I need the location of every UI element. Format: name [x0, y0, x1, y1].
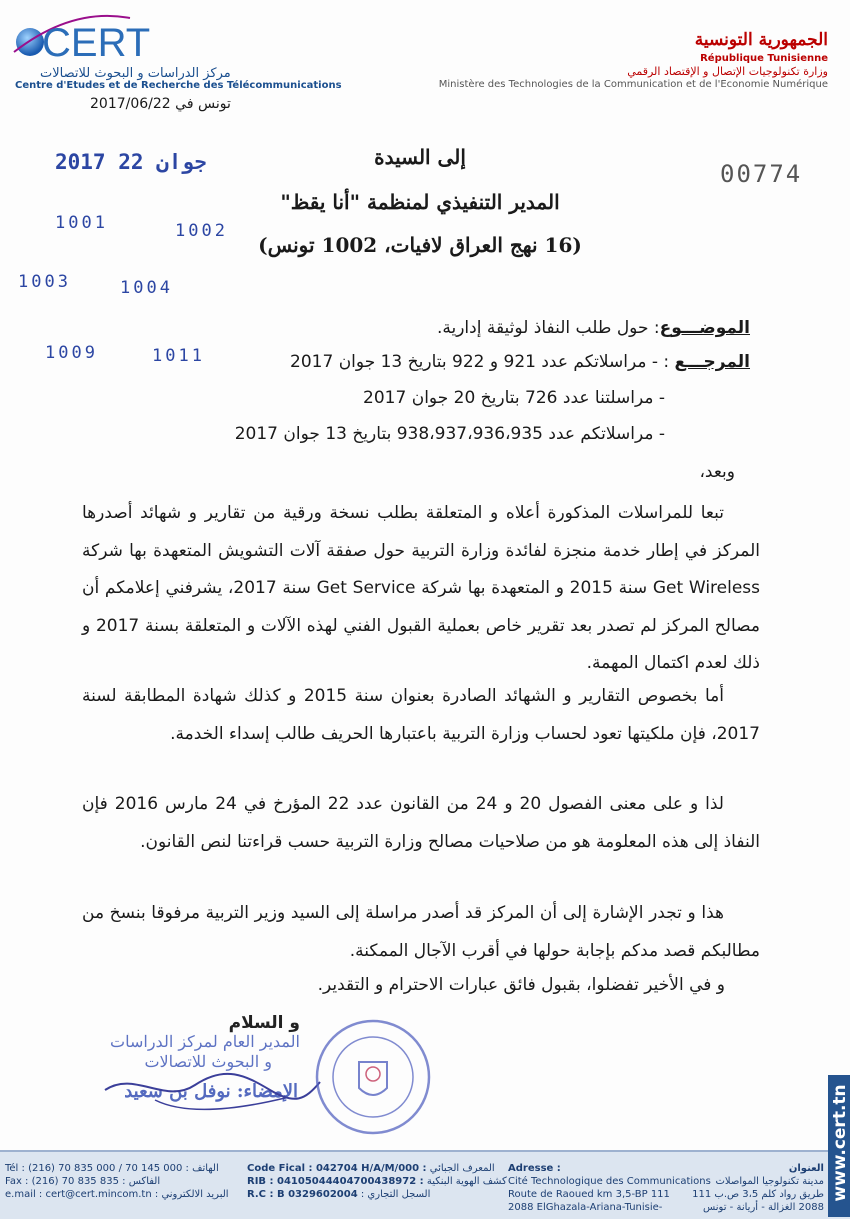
org-name-ar: مركز الدراسات و البحوث للاتصالات [40, 66, 231, 81]
signature-title: المدير العام لمركز الدراسات [110, 1032, 300, 1051]
website-link[interactable]: www.cert.tn [830, 1084, 850, 1202]
footer-address-ar-label: العنوان [788, 1163, 824, 1174]
stamp-code: 1011 [152, 346, 205, 366]
date-stamp: 2017 جوان 22 [55, 150, 207, 174]
footer-rib: RIB : 04105044404700438972 : كشف الهوية البنكية [247, 1176, 507, 1187]
reference-item: - مراسلاتكم عدد 938،937،936،935 بتاريخ 13 جوان 2017 [234, 424, 665, 444]
body-paragraph: أما بخصوص التقارير و الشهائد الصادرة بعنوان سنة 2015 و كذلك شهادة المطابقة لسنة 2017، فإن ملكيتها تعود لحساب وزارة التربية باعتبارها الحريف طالب إسداء الخدمة. [82, 686, 760, 744]
addressee-line-2: المدير التنفيذي لمنظمة "أنا يقظ" [280, 190, 560, 214]
place-date: تونس في 2017/06/22 [90, 96, 231, 112]
footer-fax: Fax : (216) 70 835 835 : الفاكس [5, 1176, 161, 1187]
footer-address-line: Route de Raoued km 3,5-BP 111 [508, 1189, 670, 1200]
body-paragraph: تبعا للمراسلات المذكورة أعلاه و المتعلقة بطلب نسخة ورقية من تقارير و شهائد أصدرها المركز في إطار خدمة منجزة لفائدة وزارة التربية حول صفقة آلات التشويش المتعهدة بها شركة Get Wireless سنة 2015 و المتعهدة بها شركة Get Service سنة 2017، يشرفني إعلامكم أن مصالح المركز لم تصدر بعد تقرير خاص بعملية القبول الفني لهذه الآلات و المتعلقة بسنة 2017 و ذلك لعدم اكتمال المهمة. [82, 503, 761, 673]
footer-address-ar-line: 2088 الغزالة - أريانة - تونس [703, 1202, 824, 1213]
stamp-code: 1003 [18, 272, 71, 292]
footer-address-line: Cité Technologique des Communications [508, 1176, 711, 1187]
cert-logo [12, 12, 151, 67]
salutation: و السلام [228, 1013, 300, 1033]
subject-label: الموضـــوع [659, 318, 750, 338]
footer-address-ar-line: طريق رواد كلم 3،5 ص.ب 111 [692, 1189, 824, 1200]
addressee-line-1: إلى السيدة [374, 145, 466, 169]
stamp-code: 1004 [120, 278, 173, 298]
official-seal [314, 1018, 432, 1136]
footer-address-label: Adresse : [508, 1163, 561, 1174]
org-name-fr: Centre d'Etudes et de Recherche des Télécommunications [15, 80, 342, 91]
reference-line [290, 352, 750, 372]
subject-line [437, 318, 750, 338]
republic-fr: République Tunisienne [700, 53, 828, 64]
ministry-ar: وزارة تكنولوجيات الإتصال و الإقتصاد الرقمي [627, 65, 828, 78]
reference-item: : - مراسلاتكم عدد 921 و 922 بتاريخ 13 جوان 2017 [290, 352, 670, 372]
stamp-code: 1002 [175, 221, 228, 241]
stamp-code: 1009 [45, 343, 98, 363]
body-paragraph: هذا و تجدر الإشارة إلى أن المركز قد أصدر مراسلة إلى السيد وزير التربية مرفوقا بنسخ من مطالبكم قصد مدكم بإجابة حولها في أقرب الآجال الممكنة. [82, 903, 760, 961]
footer-rc: R.C : B 0329602004 : السجل التجاري [247, 1189, 431, 1200]
website-side-banner[interactable] [828, 1075, 850, 1217]
footer-address-ar-line: مدينة تكنولوجيا المواصلات [715, 1176, 824, 1187]
body-paragraph: لذا و على معنى الفصول 20 و 24 من القانون عدد 22 المؤرخ في 24 مارس 2016 فإن النفاذ إلى هذه المعلومة هو من صلاحيات مصالح وزارة التربية حسب قراءتنا لنص القانون. [82, 794, 760, 852]
footer-fiscal-code: Code Fical : 042704 H/A/M/000 : المعرف الجبائي [247, 1163, 495, 1174]
greeting: وبعد، [699, 462, 735, 482]
ministry-fr: Ministère des Technologies de la Communication et de l'Economie Numérique [438, 79, 828, 90]
footer-phone: Tél : (216) 70 835 000 / 70 145 000 : الهاتف [5, 1163, 219, 1174]
addressee-line-3: (16 نهج العراق لافيات، 1002 تونس) [258, 233, 582, 257]
reference-item: - مراسلتنا عدد 726 بتاريخ 20 جوان 2017 [363, 388, 665, 408]
closing-line: و في الأخير تفضلوا، بقبول فائق عبارات الاحترام و التقدير. [317, 975, 725, 995]
footer-address-line: 2088 ElGhazala-Ariana-Tunisie- [508, 1202, 663, 1213]
svg-text:CERT: CERT [42, 21, 151, 65]
subject-text: : حول طلب النفاذ لوثيقة إدارية. [436, 318, 660, 338]
stamp-code: 1001 [55, 213, 108, 233]
signature-title: و البحوث للاتصالات [144, 1052, 272, 1071]
footer-email: e.mail : cert@cert.mincom.tn : البريد الالكتروني [5, 1189, 229, 1200]
reference-label: المرجـــع [674, 352, 750, 372]
signature-name: الإمضاء: نوفل بن سعيد [124, 1081, 298, 1102]
republic-ar: الجمهورية التونسية [694, 30, 828, 50]
handwritten-signature [95, 1060, 325, 1120]
reference-number-stamp: 00774 [720, 160, 803, 188]
